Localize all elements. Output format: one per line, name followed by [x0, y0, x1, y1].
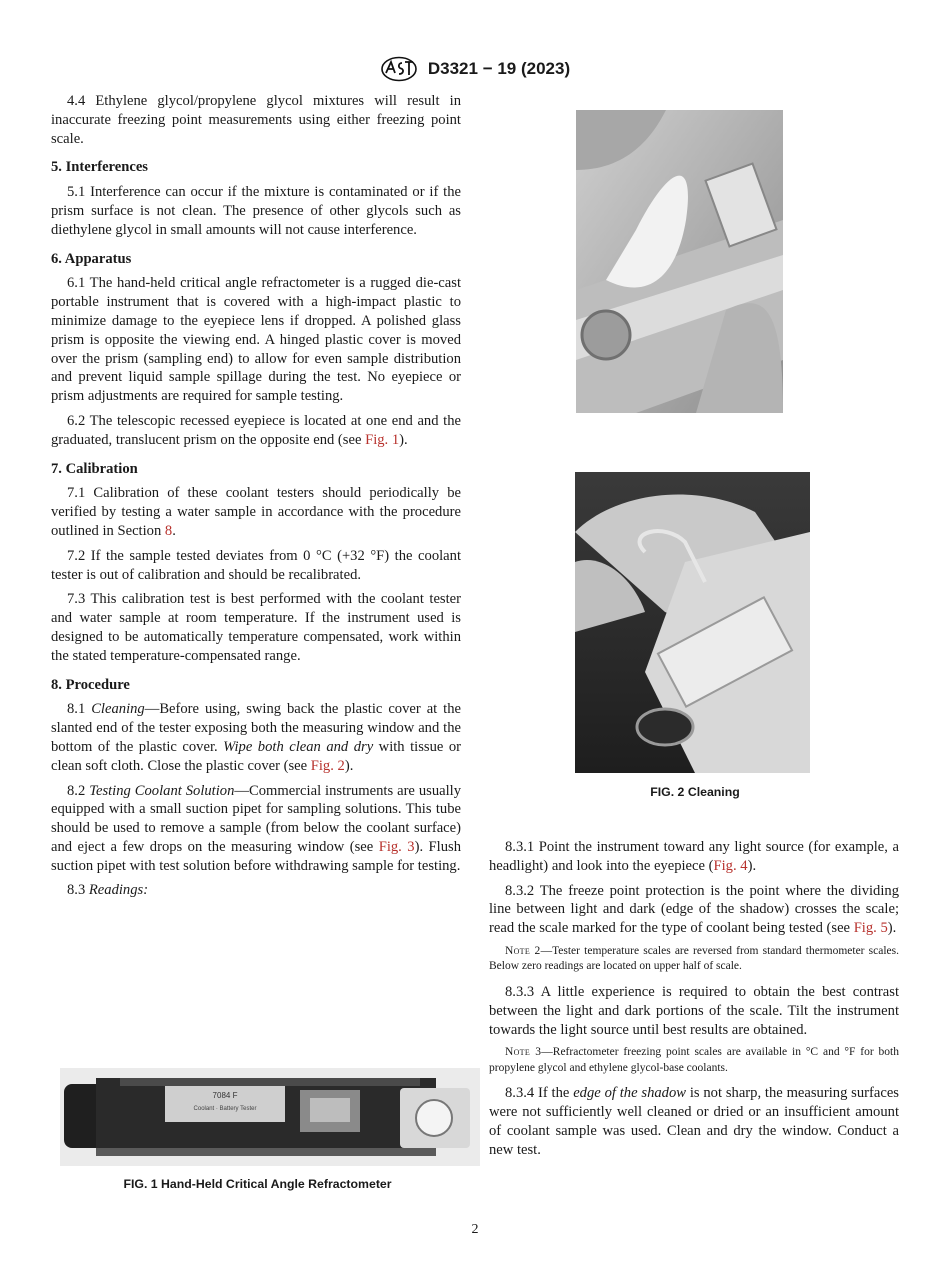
fig-1-link[interactable]: Fig. 1: [365, 431, 400, 448]
paragraph-4-4: 4.4 Ethylene glycol/propylene glycol mixtures will result in inaccurate freezing point measurements using either freezing point scale.: [51, 93, 461, 147]
paragraph-6-1: 6.1 The hand-held critical angle refractometer is a rugged die-cast portable instrument that is covered with a high-impact plastic to minimize damage to the eyepiece lens if dropped. A polished glass prism is opposite the viewing end. A hinged plastic cover is moved over the prism (sampling end) to allow for even sample distribution and prevent liquid sample spillage during the test. No eyepiece or prism adjustments are required for sample testing.: [51, 275, 461, 405]
fig-5-link[interactable]: Fig. 5: [853, 920, 888, 937]
right-column: [489, 838, 899, 1166]
cleaning-image: [575, 472, 810, 773]
device-sublabel: Coolant · Battery Tester: [193, 1106, 257, 1112]
heading-apparatus: 6. Apparatus: [51, 250, 132, 267]
figure-2-photo: [575, 472, 810, 773]
note-2: Note 2—Tester temperature scales are reversed from standard thermometer scales. Below zero readings are located on upper half of scale.: [489, 944, 899, 973]
fig-4-link[interactable]: Fig. 4: [713, 857, 748, 874]
left-column: [51, 92, 461, 906]
paragraph-6-2: 6.2 The telescopic recessed eyepiece is located at one end and the graduated, translucent prism on the opposite end (see Fig. 1).: [51, 412, 461, 448]
page-number: 2: [471, 1222, 479, 1237]
paragraph-7-3: 7.3 This calibration test is best performed with the coolant tester and water sample at room temperature. If the instrument used is designed to be automatically temperature compensated, work within the stated temperature-compensated range.: [51, 591, 461, 664]
device-label: 7084 F: [212, 1091, 238, 1100]
paragraph-8-3-3: 8.3.3 A little experience is required to obtain the best contrast between the light and dark portions of the scale. Tilt the instrument towards the light source until best results are obtained.: [489, 983, 899, 1038]
section-8-link[interactable]: 8: [164, 522, 173, 539]
figure-1-photo: [60, 1068, 480, 1166]
astm-logo-icon: [380, 56, 418, 82]
standard-designation: D3321 − 19 (2023): [427, 59, 571, 78]
paragraph-8-3: 8.3 Readings:: [67, 882, 149, 899]
paragraph-8-3-1: 8.3.1 Point the instrument toward any light source (for example, a headlight) and look into the eyepiece (Fig. 4).: [489, 839, 899, 874]
note-3: Note 3—Refractometer freezing point scales are available in °C and °F for both propylene glycol and ethylene glycol-base coolants.: [489, 1046, 900, 1074]
figure-cleaning-photo-top: [576, 110, 783, 413]
paragraph-8-2: 8.2 Testing Coolant Solution—Commercial instruments are usually equipped with a small suction pipet for sampling solutions. This tube should be used to remove a sample (from below the coolant surface) and eject a few drops on the measuring window (see Fig. 3). Flush suction pipet with test solution before withdrawing sample for testing.: [51, 782, 462, 874]
fig-3-link[interactable]: Fig. 3: [378, 838, 415, 855]
cleaning-image-top: [576, 110, 783, 413]
heading-procedure: 8. Procedure: [51, 676, 130, 693]
paragraph-7-2: 7.2 If the sample tested deviates from 0 °C (+32 °F) the coolant tester is out of calibration and should be recalibrated.: [51, 547, 461, 583]
paragraph-5-1: 5.1 Interference can occur if the mixture is contaminated or if the prism surface is not clean. The presence of other glycols such as diethylene glycol in small amounts will not cause interference.: [51, 184, 461, 238]
heading-calibration: 7. Calibration: [51, 460, 138, 477]
page-header: [0, 56, 950, 82]
refractometer-image: [60, 1068, 480, 1166]
heading-interferences: 5. Interferences: [51, 159, 148, 176]
fig-2-link[interactable]: Fig. 2: [310, 757, 345, 774]
paragraph-8-3-4: 8.3.4 If the edge of the shadow is not sharp, the measuring surfaces were not sufficiently well cleaned or dried or an insufficient amount of coolant sample was used. Clean and dry the window. Conduct a new test.: [489, 1085, 899, 1158]
figure-2-caption: FIG. 2 Cleaning: [650, 785, 740, 799]
paragraph-8-3-2: 8.3.2 The freeze point protection is the point where the dividing line between light and dark (edge of the shadow) crosses the scale; read the scale marked for the type of coolant being tested (see Fig. 5).: [489, 882, 899, 937]
figure-1-caption: FIG. 1 Hand-Held Critical Angle Refractometer: [123, 1177, 392, 1191]
paragraph-8-1: 8.1 Cleaning—Before using, swing back the plastic cover at the slanted end of the tester exposing both the measuring window and the bottom of the plastic cover. Wipe both clean and dry with tissue or clean soft cloth. Close the plastic cover (see Fig. 2).: [51, 701, 462, 774]
paragraph-7-1: 7.1 Calibration of these coolant testers should periodically be verified by testing a water sample in accordance with the procedure outlined in Section 8.: [51, 485, 461, 539]
